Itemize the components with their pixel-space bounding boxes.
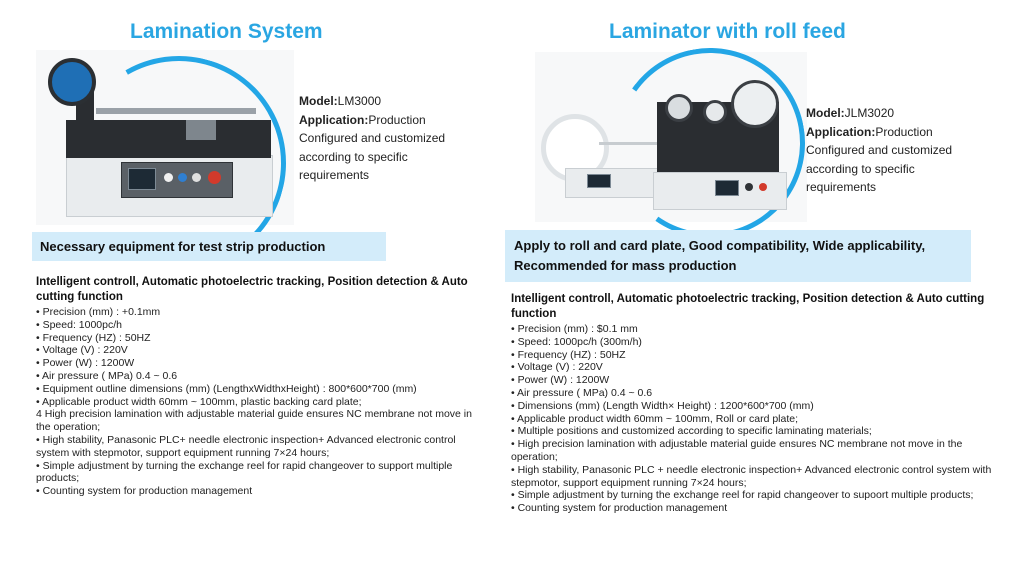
list-item: • Applicable product width 60mm ~ 100mm, plastic backing card plate; [36, 395, 362, 408]
list-item: • Equipment outline dimensions (mm) (LengthxWidthxHeight) : 800*600*700 (mm) [36, 382, 417, 395]
left-banner: Necessary equipment for test strip production [32, 232, 386, 261]
mode-knob [192, 173, 201, 182]
list-item: • High stability, Panasonic PLC+ needle electronic inspection+ Advanced electronic control system with stepmotor, support equipment running 7×24 hours; [36, 433, 456, 459]
list-item: • Frequency (HZ) : 50HZ [511, 348, 626, 361]
left-model-info: Model:LM3000 Application:Production Configured and customized according to specific requirements [299, 94, 446, 182]
list-item: • Voltage (V) : 220V [511, 361, 603, 374]
list-item: 4 High precision lamination with adjustable material guide ensures NC membrane not move in the operation; [36, 408, 472, 434]
feeder-display [587, 174, 611, 188]
right-banner: Apply to roll and card plate, Good compatibility, Wide applicability, Recommended for mass production [505, 230, 971, 282]
list-item: • Dimensions (mm) (Length Width× Height) : 1200*600*700 (mm) [511, 399, 814, 412]
list-item: • Applicable product width 60mm ~ 100mm, Roll or card plate; [511, 412, 799, 425]
list-item: • Speed: 1000pc/h [36, 318, 122, 331]
switch-knob [164, 173, 173, 182]
list-item: • Counting system for production management [36, 485, 253, 498]
list-item: • Simple adjustment by turning the exchange reel for rapid changeover to supoort multiple products; [511, 489, 974, 502]
cutter-head [186, 120, 216, 140]
right-model-info: Model:JLM3020 Application:Production Configured and customized according to specific requirements [806, 106, 953, 194]
list-item: • Counting system for production management [511, 502, 728, 515]
list-item: • Precision (mm) : $0.1 mm [511, 323, 638, 335]
jlm3020-machine-image [535, 52, 807, 222]
laminator-display [715, 180, 739, 196]
list-item: • High stability, Panasonic PLC + needle electronic inspection+ Advanced electronic control system with stepmotor, support equipment running 7×24 hours; [511, 463, 992, 489]
right-title: Laminator with roll feed [609, 20, 846, 43]
material-reel [48, 58, 96, 106]
list-item: • Air pressure ( MPa) 0.4 ~ 0.6 [36, 369, 178, 382]
left-feature-list [36, 275, 476, 498]
control-screen [128, 168, 156, 190]
upper-reel-right [731, 80, 779, 128]
web-strip [599, 142, 659, 145]
list-item: • Voltage (V) : 220V [36, 344, 128, 357]
lm3000-machine-image [36, 50, 294, 225]
list-item: • Precision (mm) : +0.1mm [36, 306, 161, 318]
laminator-knob-2 [759, 183, 767, 191]
machine-deck [66, 120, 271, 158]
list-item: • Power (W) : 1200W [36, 357, 135, 370]
list-item: • Speed: 1000pc/h (300m/h) [511, 335, 642, 348]
right-feature-list [511, 292, 997, 515]
upper-reel-left [665, 94, 693, 122]
emergency-stop-knob [208, 171, 221, 184]
upper-reel-mid [703, 100, 727, 124]
list-item: • Air pressure ( MPa) 0.4 ~ 0.6 [511, 386, 653, 399]
right-features-heading: Intelligent controll, Automatic photoelectric tracking, Position detection & Auto cutting function [511, 293, 985, 320]
start-button-knob [178, 173, 187, 182]
guide-rail [96, 108, 256, 114]
left-title: Lamination System [130, 20, 323, 43]
laminator-knob-1 [745, 183, 753, 191]
list-item: • Simple adjustment by turning the exchange reel for rapid changeover to support multiple products; [36, 459, 453, 485]
left-features-heading: Intelligent controll, Automatic photoelectric tracking, Position detection & Auto cutting function [36, 276, 468, 303]
list-item: • Power (W) : 1200W [511, 374, 610, 387]
list-item: • Multiple positions and customized according to specific laminating materials; [511, 425, 872, 438]
list-item: • Frequency (HZ) : 50HZ [36, 331, 151, 344]
feeder-base [565, 168, 659, 198]
list-item: • High precision lamination with adjustable material guide ensures NC membrane not move in the operation; [511, 438, 963, 463]
